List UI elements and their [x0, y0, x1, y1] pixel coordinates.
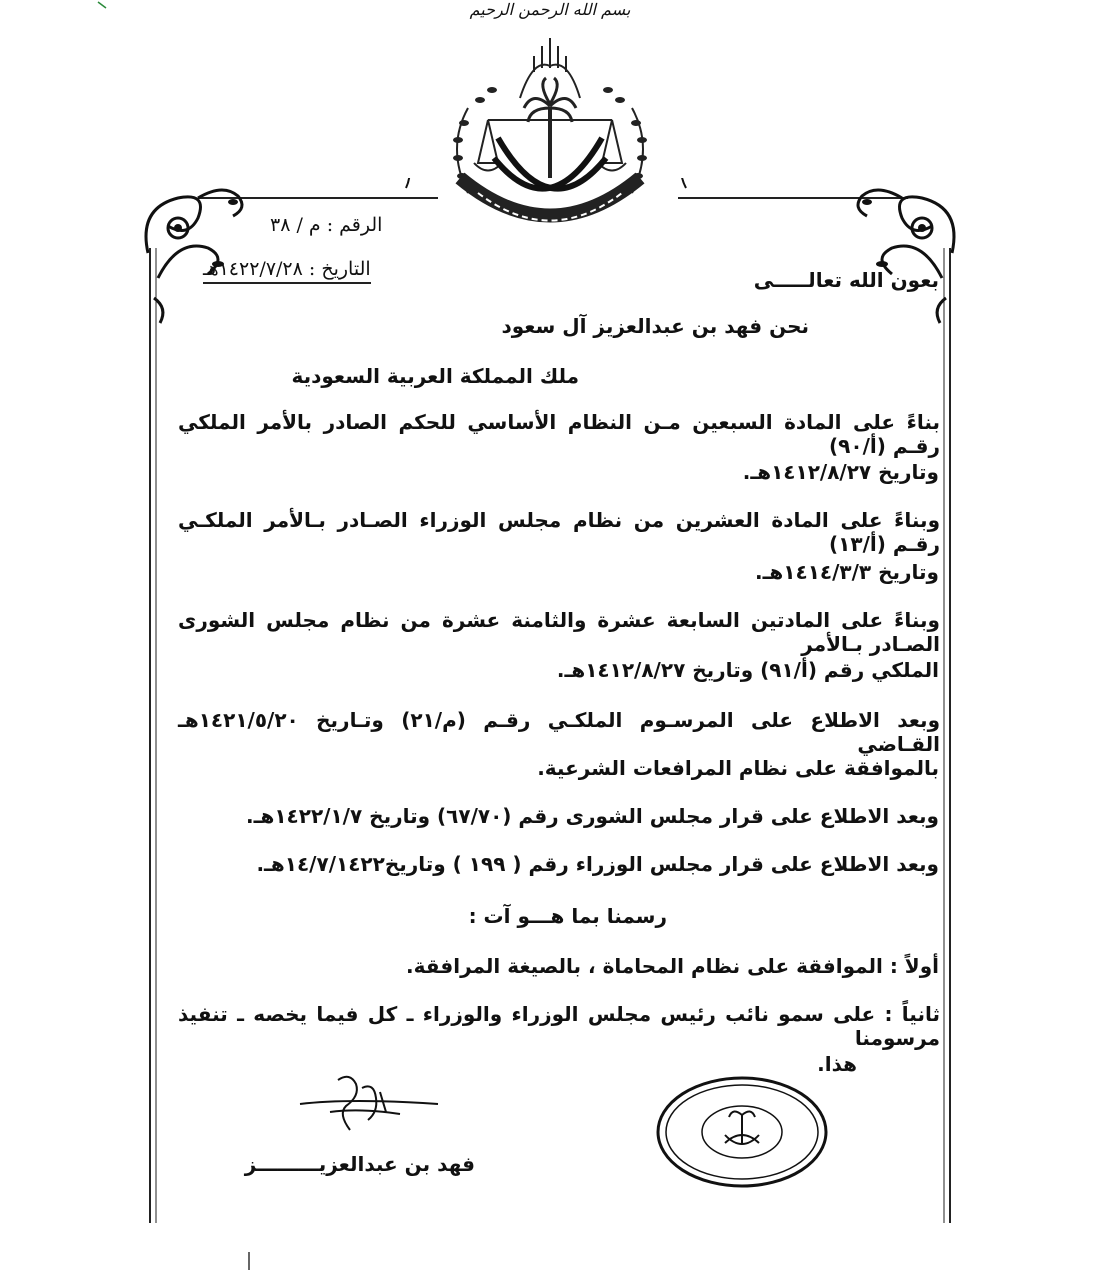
- paragraph-line: وبناءً على المادة العشرين من نظام مجلس الوزراء الصـادر بـالأمر الملكـي رقـم (أ/١٣): [178, 508, 940, 556]
- signature-scribble: [290, 1072, 450, 1142]
- official-seal-stamp: [655, 1075, 830, 1190]
- decree-item-second-end: هذا.: [817, 1052, 857, 1076]
- paragraph-line: وبعد الاطلاع على قرار مجلس الوزراء رقم ( ١٩٩ ) وتاريخ١٤/٧/١٤٢٢هـ.: [256, 852, 939, 876]
- reference-date: التاريخ : ١٤٢٢/٧/٢٨هـ: [203, 258, 371, 284]
- reference-number: الرقم : م / ٣٨: [270, 214, 383, 236]
- opening-line: بعون الله تعالـــــى: [753, 268, 939, 292]
- paragraph-line: بناءً على المادة السبعين مـن النظام الأساسي للحكم الصادر بالأمر الملكي رقـم (أ/٩٠): [178, 410, 940, 458]
- paragraph-line: وبعد الاطلاع على المرسـوم الملكـي رقـم (م/٢١) وتـاريخ ١٤٢١/٥/٢٠هـ القـاضي: [178, 708, 941, 756]
- scan-artifact: [248, 1252, 250, 1270]
- decree-item-first: أولاً : الموافقة على نظام المحاماة ، بالصيغة المرافقة.: [406, 954, 939, 978]
- paragraph-line: بالموافقة على نظام المرافعات الشرعية.: [537, 756, 939, 780]
- paragraph-line: وتاريخ ١٤١٤/٣/٣هـ.: [754, 560, 939, 584]
- paragraph-line: وبناءً على المادتين السابعة عشرة والثامنة عشرة من نظام مجلس الشورى الصـادر بـالأمر: [178, 608, 940, 656]
- paragraph-line: وبعد الاطلاع على قرار مجلس الشورى رقم (٦٧/٧٠) وتاريخ ١٤٢٢/١/٧هـ.: [246, 804, 939, 828]
- decree-intro: رسمنا بما هـــو آت :: [468, 904, 667, 928]
- corner-scan-mark: [96, 0, 116, 10]
- issuer-line: نحن فهد بن عبدالعزيز آل سعود: [501, 314, 809, 338]
- paragraph-line: وتاريخ ١٤١٢/٨/٢٧هـ.: [742, 460, 939, 484]
- title-line: ملك المملكة العربية السعودية: [291, 364, 579, 388]
- paragraph-line: الملكي رقم (أ/٩١) وتاريخ ١٤١٢/٨/٢٧هـ.: [556, 658, 939, 682]
- basmala: بسم الله الرحمن الرحيم: [469, 0, 631, 19]
- decree-item-second: ثانياً : على سمو نائب رئيس مجلس الوزراء والوزراء ـ كل فيما يخصه ـ تنفيذ مرسومنا: [178, 1002, 940, 1050]
- signature-name: فهد بن عبدالعزيـــــــــز: [244, 1152, 475, 1176]
